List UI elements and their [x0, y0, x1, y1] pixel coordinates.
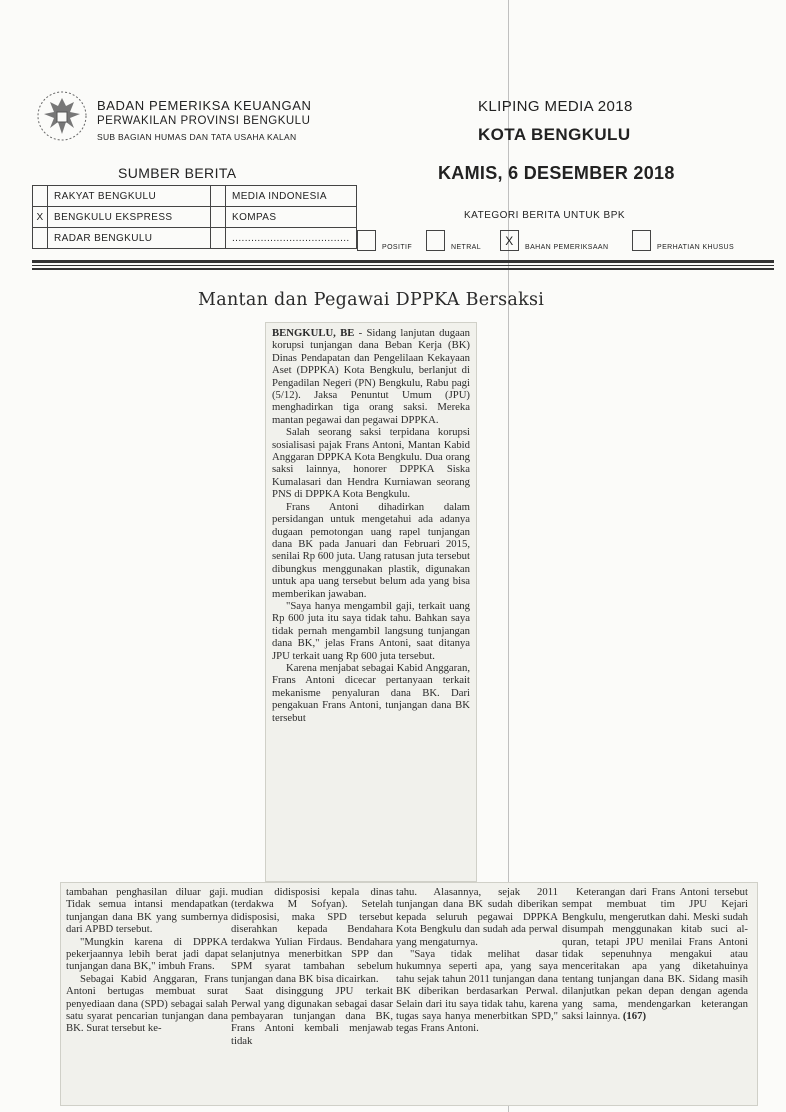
category-netral	[426, 231, 481, 251]
source-mark	[33, 186, 48, 207]
source-mark	[211, 186, 226, 207]
category-positif	[357, 231, 412, 251]
category-label: NETRAL	[451, 244, 482, 251]
article-paragraph: Keterangan dari Frans Antoni tersebut sempat membuat tim JPU Kejari Bengkulu, mengerutkan dahi. Meski sudah disumpah menggunakan kitab suci al-quran, tetapi JPU menilai Frans Antoni tidak sepenuhnya mengakui atau menceritakan apa yang diketahuinya tentang tunjangan dana BK. Sidang masih dilanjutkan pekan depan dengan agenda yang sama, mendengarkan keterangan saksi lainnya. (167)	[562, 886, 748, 1023]
article-reporter-code: (167)	[622, 1010, 647, 1023]
article-paragraph: Salah seorang saksi terpidana korupsi sosialisasi pajak Frans Antoni, Mantan Kabid Anggaran DPPKA Kota Bengkulu. Dua orang saksi lainnya, honorer DPPKA Siska Kumalasari dan Hendra Kurniawan seorang PNS di DPPKA Kota Bengkulu.	[272, 426, 470, 501]
source-mark: X	[33, 207, 48, 228]
article-paragraph: tambahan penghasilan diluar gaji. Tidak semua intansi mendapatkan tunjangan dana BK yang sumbernya dari APBD tersebut.	[66, 886, 228, 936]
source-table	[32, 185, 357, 249]
source-mark	[211, 207, 226, 228]
article-column-1	[66, 886, 228, 1035]
source-name: MEDIA INDONESIA	[226, 186, 357, 207]
source-mark	[33, 228, 48, 249]
article-paragraph: tahu. Alasannya, sejak 2011 tunjangan dana BK sudah diberikan kepada seluruh pegawai DPPKA Kota Bengkulu dan sudah ada perwal yang mengaturnya.	[396, 886, 558, 948]
article-paragraph: Karena menjabat sebagai Kabid Anggaran, Frans Antoni dicecar pertanyaan terkait mekanisme penyaluran dana BK. Dari pengakuan Frans Antoni, tunjangan dana BK tersebut	[272, 661, 470, 724]
article-column-4	[562, 886, 748, 1022]
article-dateline: BENGKULU, BE	[272, 327, 355, 339]
source-name: .....................................	[226, 228, 357, 249]
kategori-title: KATEGORI BERITA UNTUK BPK	[464, 210, 626, 221]
category-label: PERHATIAN KHUSUS	[657, 244, 735, 251]
category-label: POSITIF	[382, 244, 413, 251]
source-row	[33, 228, 357, 249]
article-column-3	[396, 886, 558, 1035]
article-paragraph: mudian didisposisi kepala dinas (terdakwa M Sofyan). Setelah didisposisi, maka SPD tersebut diserahkan kepada Bendahara terdakwa Yulian Firdaus. Bendahara selanjutnya menerbitkan SPP dan SPM syarat tambahan sebelum tunjangan dana BK bisa dicairkan.	[231, 886, 393, 985]
article-paragraph: "Saya tidak melihat dasar hukumnya seperti apa, yang saya tahu sejak tahun 2011 tunjangan dana BK diberikan berdasarkan Perwal. Selain dari itu saya tidak tahu, karena tugas saya hanya menerbitkan SPD," tegas Frans Antoni.	[396, 948, 558, 1035]
sumber-berita-title: SUMBER BERITA	[118, 165, 237, 181]
kliping-title: KLIPING MEDIA 2018	[478, 98, 633, 115]
source-row	[33, 186, 357, 207]
source-name: RADAR BENGKULU	[48, 228, 211, 249]
article-paragraph: "Mungkin karena di DPPKA pekerjaannya lebih berat jadi dapat tunjangan dana BK," imbuh Frans.	[66, 935, 228, 973]
garuda-emblem-icon	[34, 88, 90, 144]
category-checkbox: X	[500, 230, 519, 251]
category-perhatian-khusus	[632, 231, 734, 251]
category-checkbox	[426, 230, 445, 251]
category-bahan-pemeriksaan	[500, 231, 608, 251]
source-name: KOMPAS	[226, 207, 357, 228]
source-name: RAKYAT BENGKULU	[48, 186, 211, 207]
source-row	[33, 207, 357, 228]
header-rule	[32, 260, 774, 263]
header-rule	[32, 265, 774, 266]
article-paragraph: Frans Antoni dihadirkan dalam persidangan untuk mengetahui ada adanya dugaan pemotongan uang rapel tunjangan dana BK pada Januari dan Februari 2015, senilai Rp 600 juta. Uang ratusan juta tersebut dibungkus menggunakan plastik, digunakan untuk apa uang tersebut belum ada yang bisa memberikan jawaban.	[272, 500, 470, 600]
source-name: BENGKULU EKSPRESS	[48, 207, 211, 228]
article-paragraph: BENGKULU, BE - Sidang lanjutan dugaan korupsi tunjangan dana Beban Kerja (BK) Dinas Pendapatan dan Pengelilaan Kekayaan Aset (DPPKA) Kota Bengkulu, berlanjut di Pengadilan Negeri (PN) Bengkulu, Rabu pagi (5/12). Jaksa Penuntut Umum (JPU) menghadirkan tiga orang saksi. Mereka mantan pegawai dan pegawai DPPKA.	[272, 327, 470, 426]
category-label: BAHAN PEMERIKSAAN	[525, 244, 609, 251]
article-paragraph: "Saya hanya mengambil gaji, terkait uang Rp 600 juta itu saya tidak tahu. Bahkan saya tidak pernah mengambil langsung tunjangan dana BK," jelas Frans Antoni, saat ditanya JPU terkait uang Rp 600 juta tersebut.	[272, 599, 470, 662]
org-subdivision: SUB BAGIAN HUMAS DAN TATA USAHA KALAN	[97, 132, 297, 142]
date-title: KAMIS, 6 DESEMBER 2018	[438, 163, 675, 183]
category-checkbox	[357, 230, 376, 251]
article-headline: Mantan dan Pegawai DPPKA Bersaksi	[198, 290, 545, 310]
article-paragraph: Saat disinggung JPU terkait Perwal yang digunakan sebagai dasar pembayaran tunjangan dana BK, Frans Antoni kembali menjawab tidak	[231, 985, 393, 1047]
source-mark	[211, 228, 226, 249]
header-rule	[32, 268, 774, 270]
org-division: PERWAKILAN PROVINSI BENGKULU	[97, 115, 311, 127]
city-title: KOTA BENGKULU	[478, 125, 631, 144]
category-checkbox	[632, 230, 651, 251]
article-paragraph: Sebagai Kabid Anggaran, Frans Antoni bertugas membuat surat penyediaan dana (SPD) sebagai salah satu syarat pencarian tunjangan dana BK. Surat tersebut ke-	[66, 972, 228, 1035]
article-column-2	[231, 886, 393, 1047]
article-column-center	[265, 322, 477, 882]
org-name: BADAN PEMERIKSA KEUANGAN	[97, 98, 312, 113]
